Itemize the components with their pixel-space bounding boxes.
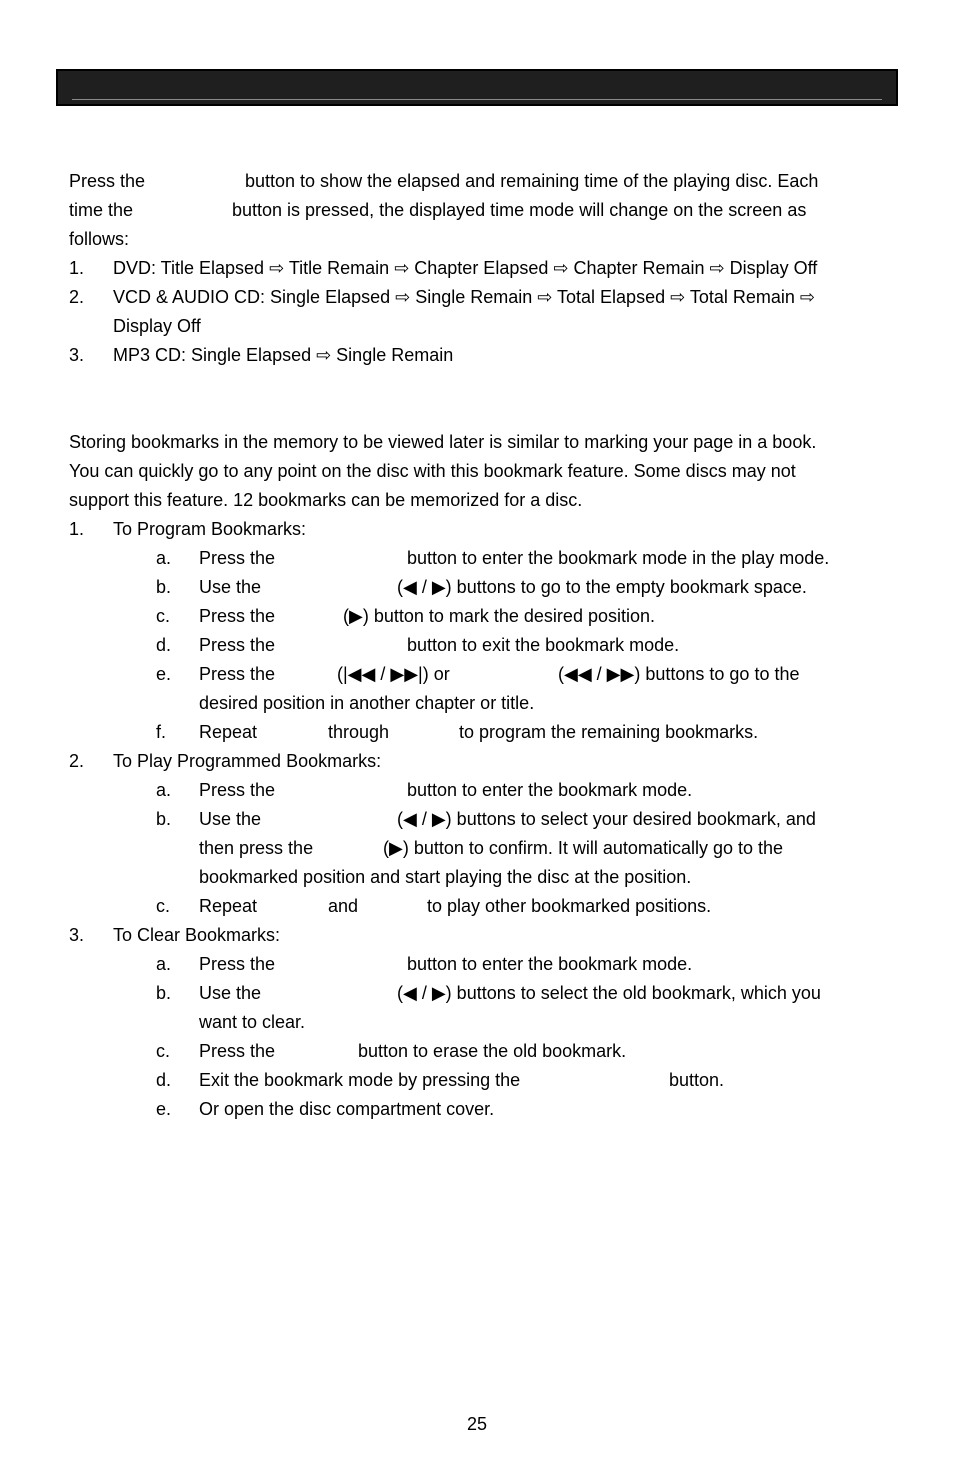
time-intro-1b: button to show the elapsed and remaining time of the playing disc. Each: [245, 171, 819, 191]
time-item-number: 2.: [69, 287, 85, 307]
step-text: Press the: [199, 954, 276, 974]
step-letter: c.: [156, 896, 171, 916]
time-intro-1a: Press the: [69, 171, 146, 191]
step-letter: a.: [156, 548, 172, 568]
section-header-bar: [56, 69, 898, 106]
step-text: (◀ / ▶) buttons to select the old bookmark, which you: [397, 983, 821, 1003]
step-letter: f.: [156, 722, 167, 742]
step-letter: a.: [156, 780, 172, 800]
play-title: To Play Programmed Bookmarks:: [113, 751, 382, 771]
step-letter: b.: [156, 809, 172, 829]
step-text: Use the: [199, 577, 262, 597]
step-text: and: [328, 896, 359, 916]
step-text: Use the: [199, 983, 262, 1003]
step-text: bookmarked position and start playing the disc at the position.: [199, 867, 692, 887]
step-text: (|◀◀ / ▶▶|) or: [337, 664, 450, 684]
program-title: To Program Bookmarks:: [113, 519, 307, 539]
play-number: 2.: [69, 751, 85, 771]
step-text: Press the: [199, 606, 276, 626]
time-item-vcd-cont: Display Off: [113, 316, 201, 336]
time-intro-3: follows:: [69, 229, 130, 249]
time-item-dvd: DVD: Title Elapsed ⇨ Title Remain ⇨ Chapter Elapsed ⇨ Chapter Remain ⇨ Display Off: [113, 258, 818, 278]
step-text: Press the: [199, 635, 276, 655]
step-text: want to clear.: [199, 1012, 306, 1032]
step-text: button to erase the old bookmark.: [358, 1041, 627, 1061]
step-letter: e.: [156, 1099, 172, 1119]
step-text: then press the: [199, 838, 314, 858]
step-text: Use the: [199, 809, 262, 829]
time-item-mp3: MP3 CD: Single Elapsed ⇨ Single Remain: [113, 345, 454, 365]
page-number: 25: [466, 1414, 488, 1434]
bookmark-intro-line: Storing bookmarks in the memory to be viewed later is similar to marking your page in a book.: [69, 432, 817, 452]
program-number: 1.: [69, 519, 85, 539]
step-text: (◀ / ▶) buttons to go to the empty bookmark space.: [397, 577, 807, 597]
step-text: (◀◀ / ▶▶) buttons to go to the: [558, 664, 800, 684]
step-text: Press the: [199, 780, 276, 800]
step-letter: c.: [156, 606, 171, 626]
step-letter: d.: [156, 1070, 172, 1090]
step-text: Press the: [199, 548, 276, 568]
clear-number: 3.: [69, 925, 85, 945]
step-text: Repeat: [199, 896, 258, 916]
step-letter: c.: [156, 1041, 171, 1061]
step-text: button to exit the bookmark mode.: [407, 635, 680, 655]
bookmark-intro-line: support this feature. 12 bookmarks can be memorized for a disc.: [69, 490, 583, 510]
step-text: desired position in another chapter or title.: [199, 693, 535, 713]
bookmark-intro-line: You can quickly go to any point on the disc with this bookmark feature. Some discs may not: [69, 461, 796, 481]
clear-title: To Clear Bookmarks:: [113, 925, 281, 945]
step-letter: d.: [156, 635, 172, 655]
time-item-number: 3.: [69, 345, 85, 365]
step-text: Repeat: [199, 722, 258, 742]
step-letter: b.: [156, 577, 172, 597]
step-text: Press the: [199, 664, 276, 684]
step-text: button to enter the bookmark mode in the play mode.: [407, 548, 830, 568]
step-text: Exit the bookmark mode by pressing the: [199, 1070, 521, 1090]
time-intro-2b: button is pressed, the displayed time mode will change on the screen as: [232, 200, 807, 220]
time-intro-2a: time the: [69, 200, 134, 220]
step-text: (▶) button to mark the desired position.: [343, 606, 655, 626]
step-text: to play other bookmarked positions.: [427, 896, 712, 916]
step-text: button.: [669, 1070, 725, 1090]
step-text: (◀ / ▶) buttons to select your desired bookmark, and: [397, 809, 816, 829]
step-letter: e.: [156, 664, 172, 684]
step-text: (▶) button to confirm. It will automatically go to the: [383, 838, 784, 858]
step-text: to program the remaining bookmarks.: [459, 722, 759, 742]
step-letter: a.: [156, 954, 172, 974]
step-letter: b.: [156, 983, 172, 1003]
time-item-vcd: VCD & AUDIO CD: Single Elapsed ⇨ Single Remain ⇨ Total Elapsed ⇨ Total Remain ⇨: [113, 287, 815, 307]
time-item-number: 1.: [69, 258, 85, 278]
step-text: button to enter the bookmark mode.: [407, 780, 693, 800]
step-text: through: [328, 722, 390, 742]
step-text: Or open the disc compartment cover.: [199, 1099, 495, 1119]
step-text: Press the: [199, 1041, 276, 1061]
header-rule: [72, 99, 882, 100]
step-text: button to enter the bookmark mode.: [407, 954, 693, 974]
